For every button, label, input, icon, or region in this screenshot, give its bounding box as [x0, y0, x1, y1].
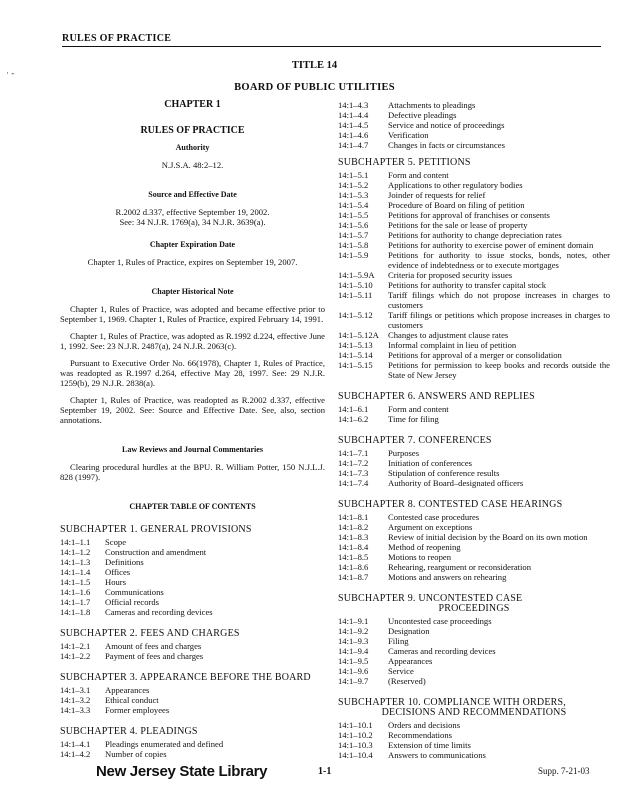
- section-number: 14:1–1.7: [60, 597, 91, 607]
- toc-entry: [60, 695, 325, 705]
- toc-entry: [60, 537, 325, 547]
- section-number: 14:1–5.9A: [338, 270, 375, 280]
- section-number: 14:1–1.5: [60, 577, 91, 587]
- section-title: Orders and decisions: [388, 720, 461, 730]
- chapter-heading: CHAPTER 1: [164, 99, 221, 110]
- toc-entry: [60, 607, 325, 617]
- toc-entry: [338, 562, 610, 572]
- history-para: Chapter 1, Rules of Practice, was adopted as R.1992 d.224, effective June 1, 1992. See: 23 N.J.R. 2487(a), 24 N.J.R. 2063(c).: [60, 331, 325, 351]
- section-title: Cameras and recording devices: [388, 646, 496, 656]
- section-list: [338, 720, 610, 760]
- library-stamp: New Jersey State Library: [96, 763, 268, 780]
- section-number: 14:1–5.3: [338, 190, 369, 200]
- section-title: Joinder of requests for relief: [388, 190, 486, 200]
- section-title: Contested case procedures: [388, 512, 480, 522]
- section-number: 14:1–5.2: [338, 180, 369, 190]
- page-number: 1-1: [318, 766, 332, 777]
- section-number: 14:1–7.1: [338, 448, 369, 458]
- toc-entry: [338, 404, 610, 414]
- section-number: 14:1–8.6: [338, 562, 369, 572]
- section-title: Verification: [388, 130, 429, 140]
- toc-entry: [338, 414, 610, 424]
- subchapter-block: [60, 727, 325, 759]
- section-title: Service and notice of proceedings: [388, 120, 505, 130]
- section-number: 14:1–1.1: [60, 537, 91, 547]
- section-title: Extension of time limits: [388, 740, 471, 750]
- section-list: [338, 404, 610, 424]
- toc-entry: [338, 468, 610, 478]
- section-number: 14:1–9.6: [338, 666, 369, 676]
- subchapter-block: [338, 436, 610, 488]
- toc-entry: [338, 478, 610, 488]
- toc-entry: [338, 180, 610, 190]
- toc-entry: [60, 705, 325, 715]
- toc-entry: [338, 210, 610, 220]
- section-title: Scope: [105, 537, 127, 547]
- section-title: Petitions for approval of franchises or consents: [388, 210, 550, 220]
- section-list: [60, 537, 325, 617]
- subchapter-block: [338, 158, 610, 380]
- section-title: Procedure of Board on filing of petition: [388, 200, 525, 210]
- section-number: 14:1–4.2: [60, 749, 91, 759]
- subchapter-block: [60, 673, 325, 715]
- toc-entry: [60, 587, 325, 597]
- section-number: 14:1–5.10: [338, 280, 373, 290]
- toc-entry: [338, 532, 610, 542]
- section-title: Form and content: [388, 170, 449, 180]
- section-number: 14:1–3.3: [60, 705, 91, 715]
- title: TITLE 14: [291, 60, 338, 71]
- section-number: 14:1–6.1: [338, 404, 369, 414]
- section-title: Initiation of conferences: [388, 458, 472, 468]
- subchapter-title: SUBCHAPTER 3. APPEARANCE BEFORE THE BOARD: [60, 672, 311, 683]
- toc-entry: [338, 190, 610, 200]
- section-number: 14:1–5.15: [338, 360, 373, 370]
- section-title: Cameras and recording devices: [105, 607, 213, 617]
- subchapter-block: [338, 392, 610, 424]
- section-number: 14:1–9.2: [338, 626, 369, 636]
- section-number: 14:1–9.4: [338, 646, 369, 656]
- section-number: 14:1–1.4: [60, 567, 91, 577]
- subchapter-title: SUBCHAPTER 8. CONTESTED CASE HEARINGS: [338, 499, 563, 510]
- section-number: 14:1–8.1: [338, 512, 369, 522]
- section-title: Number of copies: [105, 749, 167, 759]
- source-head: Source and Effective Date: [148, 190, 237, 199]
- subchapter-block: [338, 698, 610, 760]
- subchapter-block: [60, 629, 325, 661]
- toc-entry: [338, 458, 610, 468]
- section-title: Changes to adjustment clause rates: [388, 330, 509, 340]
- toc-entry: [338, 200, 610, 210]
- toc-entry: [60, 567, 325, 577]
- section-title: Amount of fees and charges: [105, 641, 202, 651]
- section-title: Appearances: [388, 656, 433, 666]
- section-title: Motions to reopen: [388, 552, 452, 562]
- toc-entry: [338, 636, 610, 646]
- section-number: 14:1–4.5: [338, 120, 369, 130]
- section-number: 14:1–1.8: [60, 607, 91, 617]
- section-number: 14:1–4.7: [338, 140, 369, 150]
- subchapter-title: SUBCHAPTER 10. COMPLIANCE WITH ORDERS,: [338, 697, 566, 708]
- toc-entry: [60, 749, 325, 759]
- section-number: 14:1–3.2: [60, 695, 91, 705]
- scan-specks: · ‐: [6, 68, 15, 78]
- left-column: [60, 100, 325, 759]
- law-head: Law Reviews and Journal Commentaries: [122, 445, 263, 454]
- toc-entry: [338, 666, 610, 676]
- section-title: Petitions for authority to transfer capital stock: [388, 280, 546, 290]
- toc-entry: [338, 110, 610, 120]
- section-number: 14:1–1.6: [60, 587, 91, 597]
- section-title: Petitions for authority to issue stocks, bonds, notes, other evidence of indebtedness or to execute mortgages: [388, 250, 610, 270]
- section-title: Petitions for authority to change depreciation rates: [388, 230, 562, 240]
- section-number: 14:1–5.1: [338, 170, 369, 180]
- section-title: Motions and answers on rehearing: [388, 572, 507, 582]
- toc-entry: [338, 616, 610, 626]
- section-title: Appearances: [105, 685, 150, 695]
- toc-entry: [338, 280, 610, 290]
- section-title: Authority of Board–designated officers: [388, 478, 524, 488]
- section-number: 14:1–5.11: [338, 290, 373, 300]
- section-number: 14:1–3.1: [60, 685, 91, 695]
- section-number: 14:1–9.5: [338, 656, 369, 666]
- source-text-2: See: 34 N.J.R. 1769(a), 34 N.J.R. 3639(a).: [119, 217, 266, 227]
- section-number: 14:1–10.3: [338, 740, 373, 750]
- section-number: 14:1–8.5: [338, 552, 369, 562]
- authority-text: N.J.S.A. 48:2–12.: [161, 160, 224, 170]
- header-rule: [62, 46, 601, 47]
- section-title: Tariff filings or petitions which propose increases in charges to customers: [388, 310, 610, 330]
- section-title: Time for filing: [388, 414, 439, 424]
- section-title: Hours: [105, 577, 127, 587]
- section-number: 14:1–8.7: [338, 572, 369, 582]
- section-number: 14:1–4.6: [338, 130, 369, 140]
- section-title: Argument on exceptions: [388, 522, 473, 532]
- section-number: 14:1–1.3: [60, 557, 91, 567]
- toc-entry: [338, 100, 610, 110]
- toc-entry: [338, 130, 610, 140]
- section-number: 14:1–5.9: [338, 250, 369, 260]
- right-top-list: [338, 100, 610, 150]
- history-para: Pursuant to Executive Order No. 66(1978), Chapter 1, Rules of Practice, was readopted as R.1997 d.264, effective May 28, 1997. See: 29 N.J.R. 1259(b), 29 N.J.R. 2838(a).: [60, 358, 325, 388]
- section-list: [60, 685, 325, 715]
- subchapter-title: SUBCHAPTER 5. PETITIONS: [338, 157, 471, 168]
- toc-entry: [338, 512, 610, 522]
- section-number: 14:1–9.3: [338, 636, 369, 646]
- toc-entry: [338, 330, 610, 340]
- section-title: (Reserved): [388, 676, 426, 686]
- section-title: Filing: [388, 636, 409, 646]
- toc-entry: [338, 350, 610, 360]
- toc-entry: [60, 651, 325, 661]
- subchapter-title: SUBCHAPTER 2. FEES AND CHARGES: [60, 628, 240, 639]
- toc-entry: [338, 310, 610, 330]
- section-number: 14:1–5.4: [338, 200, 369, 210]
- toc-entry: [338, 552, 610, 562]
- section-title: Ethical conduct: [105, 695, 159, 705]
- chapter-name: RULES OF PRACTICE: [140, 125, 245, 136]
- section-title: Tariff filings which do not propose increases in charges to customers: [388, 290, 610, 310]
- subchapter-title: SUBCHAPTER 6. ANSWERS AND REPLIES: [338, 391, 535, 402]
- history-para: Chapter 1, Rules of Practice, was readopted as R.2002 d.337, effective September 19, 2002. See: Source and Effective Date. See, also, section annotations.: [60, 395, 325, 425]
- toc-entry: [338, 522, 610, 532]
- section-title: Official records: [105, 597, 160, 607]
- subchapter-title: SUBCHAPTER 7. CONFERENCES: [338, 435, 492, 446]
- section-title: Criteria for proposed security issues: [388, 270, 513, 280]
- running-head: RULES OF PRACTICE: [62, 33, 172, 44]
- section-number: 14:1–1.2: [60, 547, 91, 557]
- toc-entry: [338, 720, 610, 730]
- expiration-text: Chapter 1, Rules of Practice, expires on September 19, 2007.: [87, 257, 298, 267]
- toc-entry: [338, 750, 610, 760]
- subchapter-title: SUBCHAPTER 1. GENERAL PROVISIONS: [60, 524, 252, 535]
- toc-entry: [338, 170, 610, 180]
- section-number: 14:1–8.4: [338, 542, 369, 552]
- section-title: Pleadings enumerated and defined: [105, 739, 224, 749]
- section-title: Attachments to pleadings: [388, 100, 476, 110]
- section-number: 14:1–10.1: [338, 720, 373, 730]
- toc-entry: [338, 542, 610, 552]
- law-text: Clearing procedural hurdles at the BPU. R. William Potter, 150 N.J.L.J. 828 (1997).: [60, 462, 325, 482]
- source-text-1: R.2002 d.337, effective September 19, 2002.: [115, 207, 270, 217]
- toc-entry: [338, 240, 610, 250]
- toc-entry: [60, 557, 325, 567]
- toc-entry: [60, 641, 325, 651]
- history-head: Chapter Historical Note: [151, 287, 234, 296]
- toc-entry: [60, 597, 325, 607]
- section-number: 14:1–2.2: [60, 651, 91, 661]
- toc-entry: [338, 626, 610, 636]
- section-list: [60, 641, 325, 661]
- section-title: Petitions for permission to keep books and records outside the State of New Jersey: [388, 360, 610, 380]
- toc-entry: [338, 572, 610, 582]
- subchapter-title-cont: DECISIONS AND RECOMMENDATIONS: [381, 707, 567, 718]
- section-number: 14:1–5.8: [338, 240, 369, 250]
- section-number: 14:1–8.2: [338, 522, 369, 532]
- right-toc: [338, 158, 610, 760]
- left-toc: [60, 525, 325, 759]
- toc-entry: [338, 730, 610, 740]
- section-title: Offices: [105, 567, 131, 577]
- supplement-date: Supp. 7-21-03: [538, 766, 590, 776]
- section-title: Changes in facts or circumstances: [388, 140, 505, 150]
- expiration-head: Chapter Expiration Date: [149, 240, 236, 249]
- section-number: 14:1–5.14: [338, 350, 373, 360]
- right-column: [338, 100, 610, 760]
- toc-head: CHAPTER TABLE OF CONTENTS: [129, 502, 256, 511]
- section-number: 14:1–5.5: [338, 210, 369, 220]
- section-list: [60, 739, 325, 759]
- section-title: Recommendations: [388, 730, 452, 740]
- section-title: Method of reopening: [388, 542, 461, 552]
- toc-entry: [60, 547, 325, 557]
- history-para: Chapter 1, Rules of Practice, was adopted and became effective prior to September 1, 1969. Chapter 1, Rules of Practice, expired February 14, 1991.: [60, 304, 325, 324]
- authority-head: Authority: [175, 143, 210, 152]
- toc-entry: [338, 740, 610, 750]
- toc-entry: [338, 646, 610, 656]
- section-number: 14:1–2.1: [60, 641, 91, 651]
- toc-entry: [60, 685, 325, 695]
- section-list: [338, 616, 610, 686]
- section-number: 14:1–9.1: [338, 616, 369, 626]
- section-title: Petitions for authority to exercise power of eminent domain: [388, 240, 594, 250]
- section-title: Applications to other regulatory bodies: [388, 180, 523, 190]
- subchapter-title: SUBCHAPTER 4. PLEADINGS: [60, 726, 198, 737]
- toc-entry: [60, 739, 325, 749]
- toc-entry: [338, 140, 610, 150]
- section-number: 14:1–10.2: [338, 730, 373, 740]
- subchapter-title-cont: PROCEEDINGS: [438, 603, 510, 614]
- toc-entry: [338, 448, 610, 458]
- section-number: 14:1–9.7: [338, 676, 369, 686]
- toc-entry: [60, 577, 325, 587]
- subtitle: BOARD OF PUBLIC UTILITIES: [234, 82, 395, 93]
- section-number: 14:1–6.2: [338, 414, 369, 424]
- section-list: [338, 170, 610, 380]
- section-title: Former employees: [105, 705, 170, 715]
- subchapter-block: [338, 500, 610, 582]
- section-number: 14:1–5.12A: [338, 330, 379, 340]
- section-title: Petitions for the sale or lease of property: [388, 220, 528, 230]
- section-title: Service: [388, 666, 414, 676]
- section-number: 14:1–7.3: [338, 468, 369, 478]
- toc-entry: [338, 360, 610, 380]
- toc-entry: [338, 340, 610, 350]
- toc-entry: [338, 230, 610, 240]
- section-number: 14:1–5.6: [338, 220, 369, 230]
- subchapter-block: [60, 525, 325, 617]
- section-list: [338, 448, 610, 488]
- section-title: Answers to communications: [388, 750, 486, 760]
- section-title: Form and content: [388, 404, 449, 414]
- toc-entry: [338, 290, 610, 310]
- section-number: 14:1–8.3: [338, 532, 369, 542]
- section-title: Payment of fees and charges: [105, 651, 204, 661]
- section-number: 14:1–7.4: [338, 478, 369, 488]
- section-number: 14:1–10.4: [338, 750, 373, 760]
- toc-entry: [338, 220, 610, 230]
- toc-entry: [338, 250, 610, 270]
- section-title: Petitions for approval of a merger or consolidation: [388, 350, 562, 360]
- subchapter-title: SUBCHAPTER 9. UNCONTESTED CASE: [338, 593, 523, 604]
- section-number: 14:1–4.4: [338, 110, 369, 120]
- section-title: Definitions: [105, 557, 144, 567]
- section-number: 14:1–7.2: [338, 458, 369, 468]
- toc-entry: [338, 120, 610, 130]
- section-number: 14:1–4.3: [338, 100, 369, 110]
- subchapter-block: [338, 594, 610, 686]
- section-title: Communications: [105, 587, 164, 597]
- toc-entry: [338, 656, 610, 666]
- section-number: 14:1–5.13: [338, 340, 373, 350]
- section-number: 14:1–5.7: [338, 230, 369, 240]
- toc-entry: [338, 270, 610, 280]
- section-title: Designation: [388, 626, 430, 636]
- section-title: Informal complaint in lieu of petition: [388, 340, 517, 350]
- section-list: [338, 512, 610, 582]
- section-title: Stipulation of conference results: [388, 468, 500, 478]
- section-title: Rehearing, reargument or reconsideration: [388, 562, 532, 572]
- toc-entry: [338, 676, 610, 686]
- section-title: Defective pleadings: [388, 110, 457, 120]
- section-number: 14:1–4.1: [60, 739, 91, 749]
- section-number: 14:1–5.12: [338, 310, 373, 320]
- section-title: Uncontested case proceedings: [388, 616, 492, 626]
- section-title: Construction and amendment: [105, 547, 207, 557]
- section-title: Review of initial decision by the Board on its own motion: [388, 532, 588, 542]
- section-title: Purposes: [388, 448, 420, 458]
